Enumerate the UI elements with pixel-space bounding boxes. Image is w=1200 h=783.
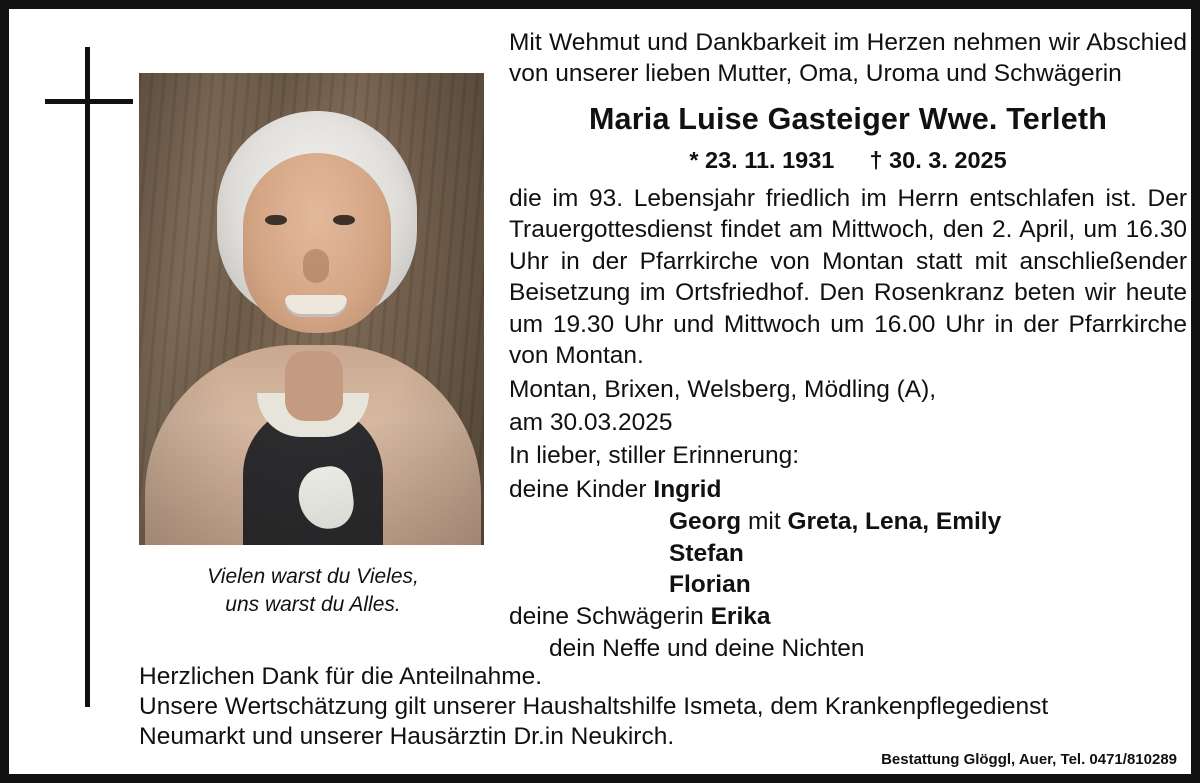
family-row-florian <box>509 569 1187 601</box>
child-georg: Georg <box>669 507 742 535</box>
footer-line-3: Neumarkt und unserer Hausärztin Dr.in Neukirch. <box>139 723 675 751</box>
notice-date-line: am 30.03.2025 <box>509 409 673 436</box>
caption-line-2: uns warst du Alles. <box>225 592 401 616</box>
thanks-footer <box>139 662 1173 752</box>
christian-cross-icon <box>45 47 135 707</box>
life-dates <box>509 147 1187 174</box>
memory-intro-line: In lieber, stiller Erinnerung: <box>509 442 800 470</box>
funeral-home-imprint: Bestattung Glöggl, Auer, Tel. 0471/810289 <box>881 751 1177 768</box>
family-row-stefan <box>509 538 1187 570</box>
service-details-paragraph: die im 93. Lebensjahr friedlich im Herrn entschlafen ist. Der Trauergottesdienst findet am Mittwoch, den 2. April, um 16.30 Uhr in der Pfarrkirche von Montan statt mit anschließender Beisetzung im Ortsfriedhof. Den Rosenkranz beten wir heute um 19.30 Uhr und Mittwoch um 16.00 Uhr in der Pfarrkirche von Montan. <box>509 184 1187 370</box>
photo-vignette <box>139 73 484 545</box>
family-row-georg <box>509 506 1187 538</box>
footer-line-1: Herzlichen Dank für die Anteilnahme. <box>139 663 543 691</box>
death-date: † 30. 3. 2025 <box>869 146 1007 173</box>
family-row-nephew-nieces: dein Neffe und deine Nichten <box>549 635 865 663</box>
deceased-name: Maria Luise Gasteiger Wwe. Terleth <box>588 101 1108 136</box>
child-stefan: Stefan <box>669 539 744 567</box>
cross-vertical-bar <box>85 47 90 707</box>
places-line: Montan, Brixen, Welsberg, Mödling (A), <box>509 375 937 403</box>
photo-caption <box>139 563 487 618</box>
child-florian: Florian <box>669 571 751 599</box>
announcement-text <box>509 27 1187 665</box>
children-label: deine Kinder <box>509 475 654 503</box>
cross-horizontal-bar <box>45 99 133 104</box>
caption-line-1: Vielen warst du Vieles, <box>207 565 419 588</box>
lead-paragraph: Mit Wehmut und Dankbarkeit im Herzen nehmen wir Abschied von unserer lieben Mutter, Oma, Uroma und Schwägerin <box>509 29 1187 88</box>
footer-line-2: Unsere Wertschätzung gilt unserer Haushaltshilfe Ismeta, dem Krankenpflegedienst <box>139 693 1049 721</box>
portrait-column <box>139 73 487 618</box>
portrait-photo <box>139 73 484 545</box>
sister-in-law-label: deine Schwägerin <box>509 603 711 631</box>
birth-date: * 23. 11. 1931 <box>689 146 835 173</box>
grandchildren-georg: Greta, Lena, Emily <box>787 507 1002 535</box>
child-ingrid: Ingrid <box>653 475 722 503</box>
with-label: mit <box>741 507 788 535</box>
family-list <box>509 474 1187 665</box>
family-row-sister-in-law <box>509 601 1187 633</box>
sister-in-law-erika: Erika <box>710 603 771 631</box>
family-row-children <box>509 474 1187 506</box>
